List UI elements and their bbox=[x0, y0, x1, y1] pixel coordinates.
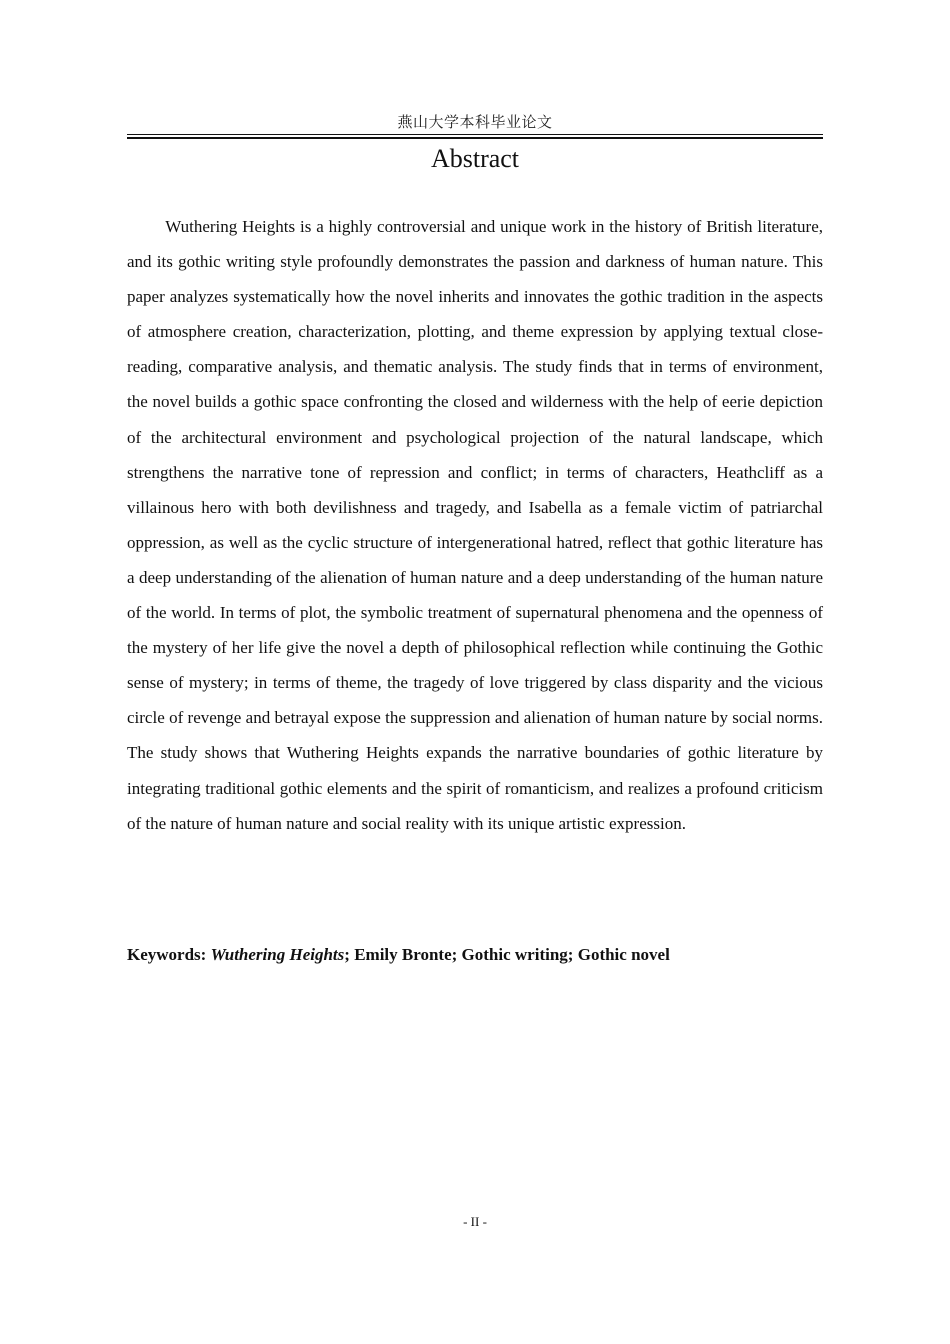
keyword-item: Wuthering Heights bbox=[210, 945, 345, 964]
page-title: Abstract bbox=[430, 144, 520, 173]
keyword-item: Emily Bronte bbox=[354, 945, 452, 964]
keywords-label: Keywords: bbox=[127, 945, 207, 964]
keyword-separator: ; bbox=[451, 945, 458, 964]
keywords-line bbox=[127, 941, 823, 969]
keyword-item: Gothic writing bbox=[461, 945, 568, 964]
header-double-rule bbox=[127, 134, 823, 139]
keyword-separator: ; bbox=[344, 945, 350, 964]
keyword-separator: ; bbox=[567, 945, 574, 964]
abstract-paragraph: Wuthering Heights is a highly controversial and unique work in the history of British literature, and its gothic writing style profoundly demonstrates the passion and darkness of human nature. This paper analyzes systematically how the novel inherits and innovates the gothic tradition in the aspects of atmosphere creation, characterization, plotting, and theme expression by applying textual close-reading, comparative analysis, and thematic analysis. The study finds that in terms of environment, the novel builds a gothic space confronting the closed and wilderness with the help of eerie depiction of the architectural environment and psychological projection of the natural landscape, which strengthens the narrative tone of repression and conflict; in terms of characters, Heathcliff as a villainous hero with both devilishness and tragedy, and Isabella as a female victim of patriarchal oppression, as well as the cyclic structure of intergenerational hatred, reflect that gothic literature has a deep understanding of the alienation of human nature and a deep understanding of the human nature of the world. In terms of plot, the symbolic treatment of supernatural phenomena and the openness of the mystery of her life give the novel a depth of philosophical reflection while continuing the Gothic sense of mystery; in terms of theme, the tragedy of love triggered by class disparity and the vicious circle of revenge and betrayal expose the suppression and alienation of human nature by social norms. The study shows that Wuthering Heights expands the narrative boundaries of gothic literature by integrating traditional gothic elements and the spirit of romanticism, and realizes a profound criticism of the nature of human nature and social reality with its unique artistic expression. bbox=[127, 217, 823, 833]
page-number: - II - bbox=[463, 1214, 487, 1229]
running-header: 燕山大学本科毕业论文 bbox=[397, 115, 553, 131]
keyword-item: Gothic novel bbox=[577, 945, 670, 964]
